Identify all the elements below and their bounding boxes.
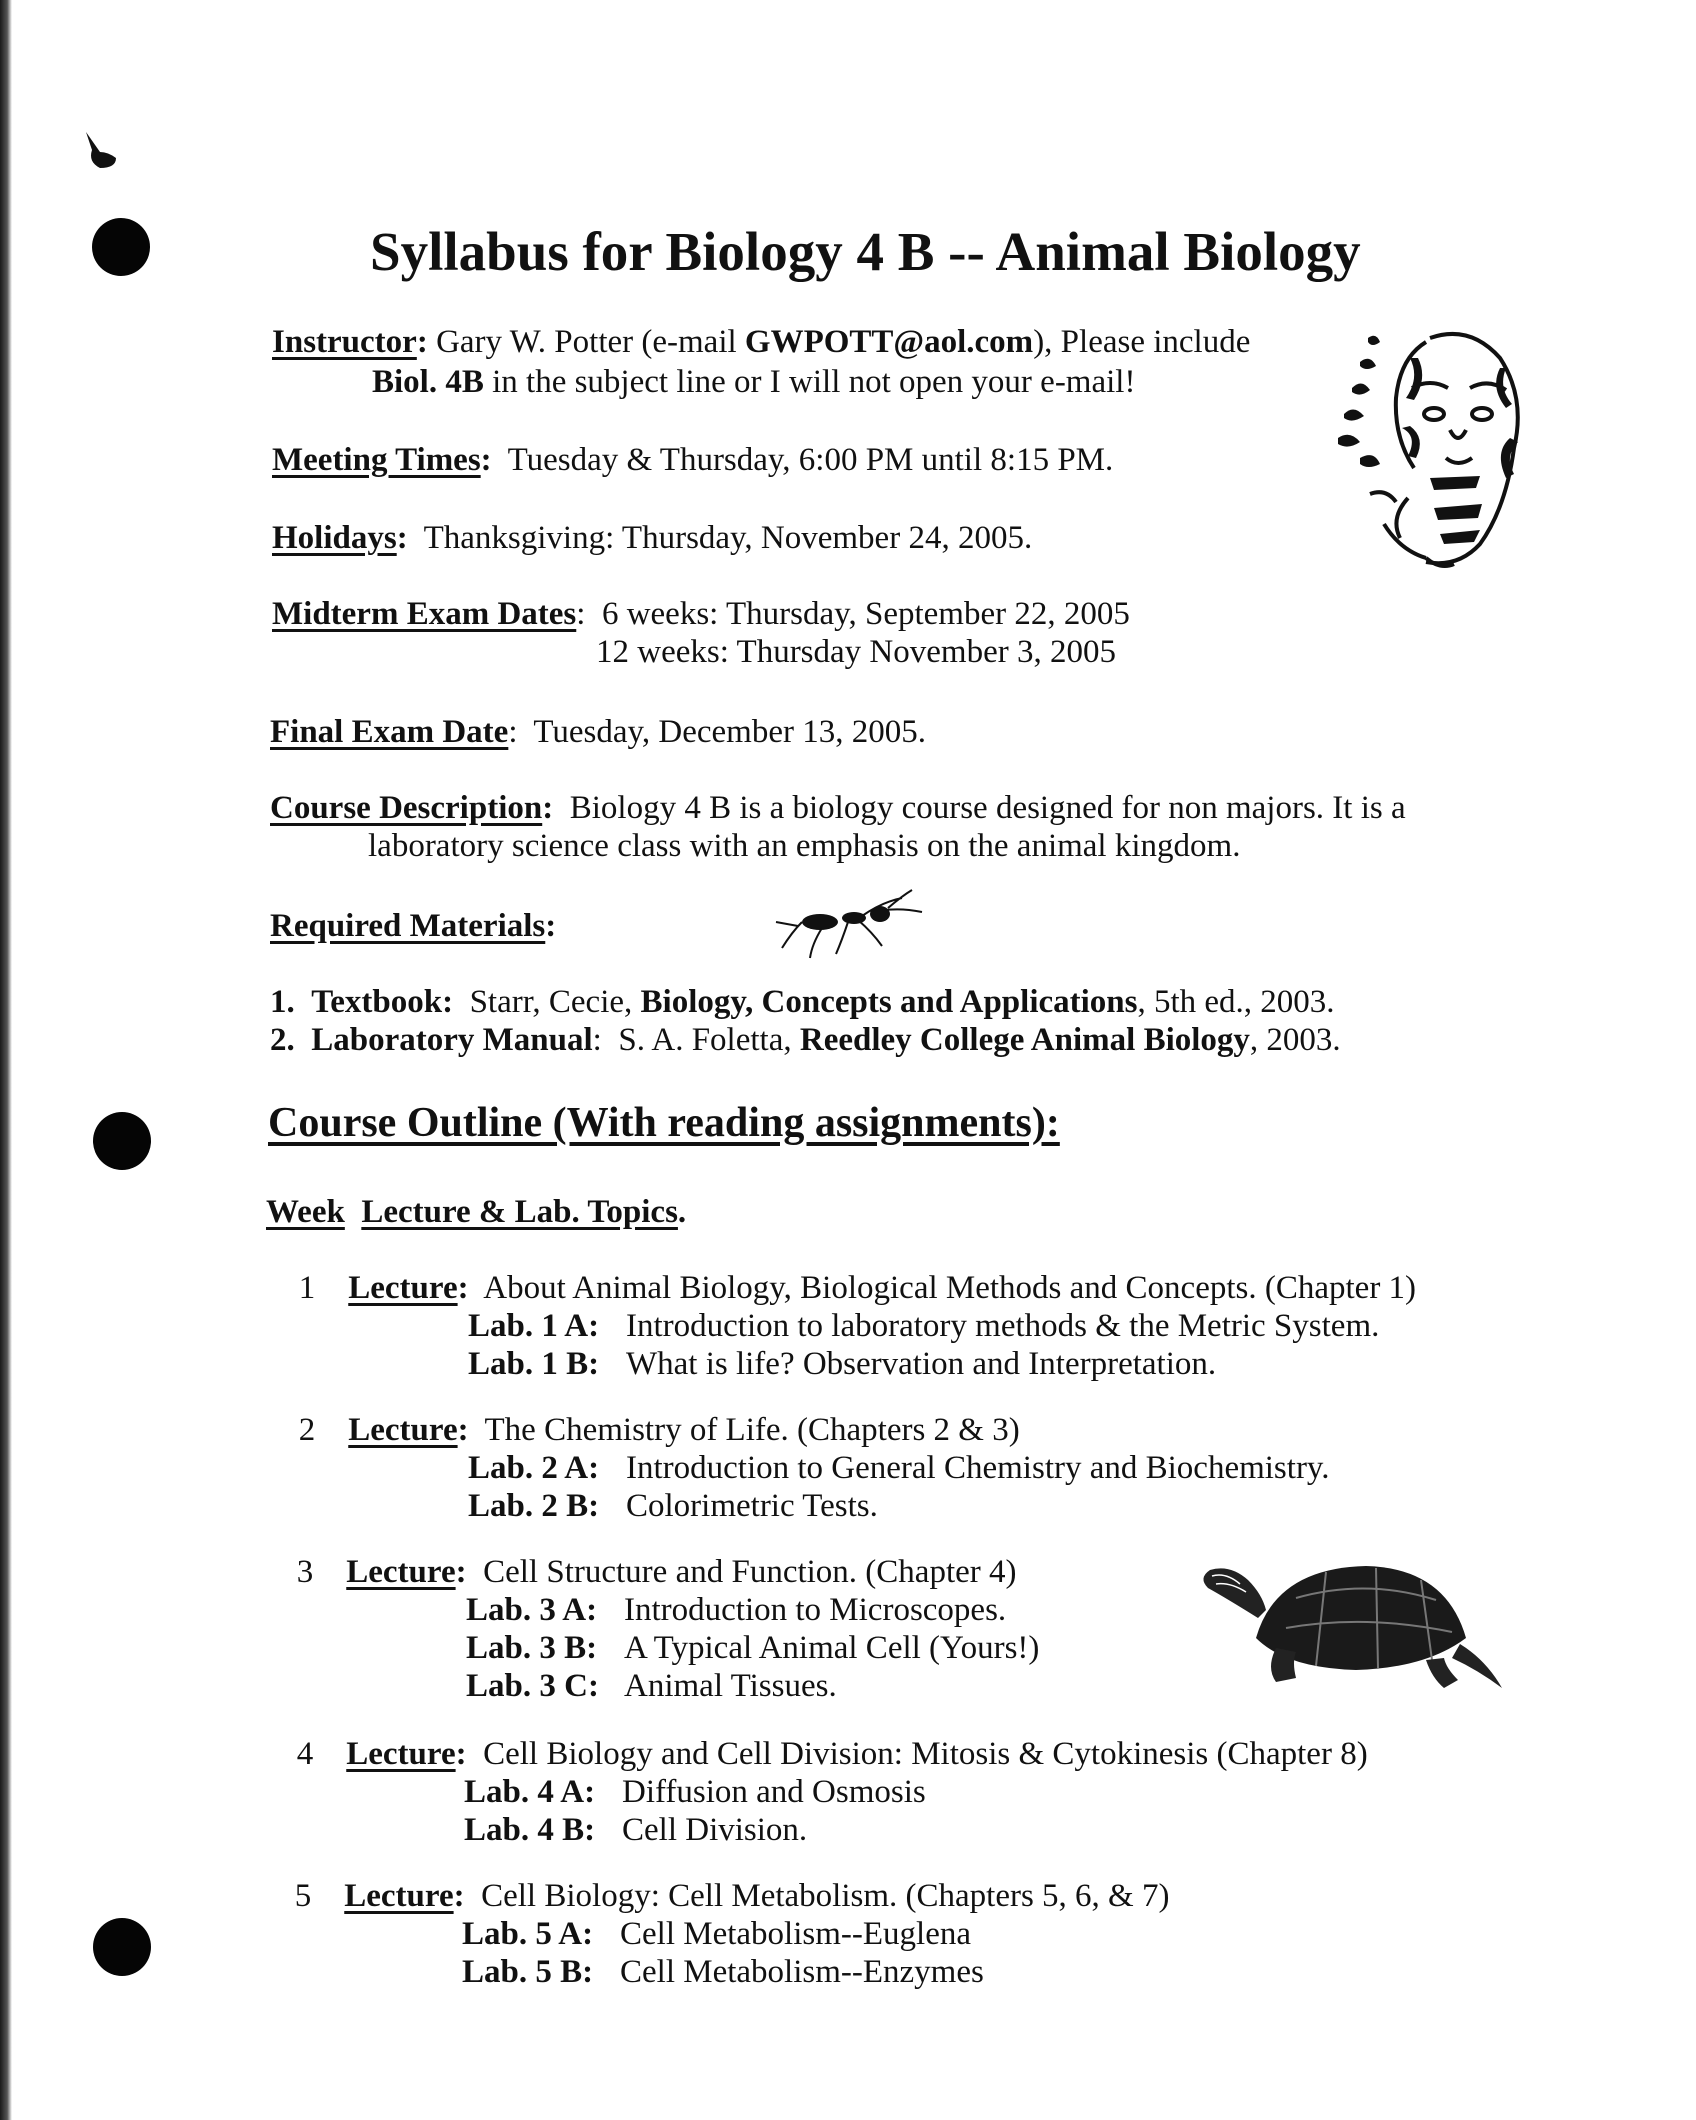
outline-column-headers: Week Lecture & Lab. Topics. [266, 1194, 687, 1230]
week-column-header: Week [266, 1194, 345, 1230]
punch-hole-bottom [93, 1918, 151, 1976]
lab-item [468, 1486, 878, 1526]
material-edition: , 2003. [1249, 1022, 1341, 1058]
course-description-line-2 [368, 826, 1240, 866]
week-number: 3 [296, 1554, 314, 1590]
course-description-text-1: Biology 4 B is a biology course designed for non majors. It is a [569, 790, 1406, 826]
lab-id: Lab. 2 A: [468, 1450, 600, 1486]
week-number: 4 [296, 1736, 314, 1772]
punch-hole-top [92, 218, 150, 276]
material-item-1: 1. Textbook: Starr, Cecie, Biology, Concepts and Applications, 5th ed., 2003. [270, 984, 1335, 1020]
lab-item [468, 1306, 1379, 1346]
material-title: Biology, Concepts and Applications [640, 984, 1138, 1020]
instructor-text1: Gary W. Potter (e-mail [436, 324, 745, 360]
course-description-line-1: Course Description: Biology 4 B is a biology course designed for non majors. It is a [270, 790, 1406, 826]
lab-topic: Introduction to Microscopes. [624, 1592, 1007, 1628]
required-materials-label: Required Materials [270, 908, 546, 944]
material-item-2: 2. Laboratory Manual: S. A. Foletta, Reedley College Animal Biology, 2003. [270, 1022, 1341, 1058]
midterm-line-2 [596, 632, 1116, 672]
lecture-topic: Cell Biology: Cell Metabolism. (Chapters 5, 6, & 7) [481, 1878, 1170, 1914]
punch-hole-middle [93, 1112, 151, 1170]
week-number: 5 [294, 1878, 312, 1914]
required-materials-heading: Required Materials: [270, 908, 557, 944]
lab-topic: Colorimetric Tests. [626, 1488, 878, 1524]
lab-id: Lab. 4 A: [464, 1774, 596, 1810]
lecture-label: Lecture [346, 1736, 456, 1772]
ant-illustration [762, 888, 932, 962]
week-1-lecture: 1 Lecture: About Animal Biology, Biological Methods and Concepts. (Chapter 1) [274, 1268, 1416, 1308]
lab-item [468, 1344, 1216, 1384]
final-exam-line: Final Exam Date: Tuesday, December 13, 2005. [270, 714, 926, 750]
meeting-times-label: Meeting Times [272, 442, 481, 478]
course-description-text-2: laboratory science class with an emphasis on the animal kingdom. [368, 828, 1241, 864]
lab-id: Lab. 1 B: [468, 1346, 600, 1382]
midterm-date-1: 6 weeks: Thursday, September 22, 2005 [601, 596, 1130, 632]
instructor-line: Instructor: Gary W. Potter (e-mail GWPOTT@aol.com), Please include [272, 324, 1251, 360]
lab-id: Lab. 2 B: [468, 1488, 600, 1524]
material-number: 2. [270, 1022, 295, 1058]
week-4-lecture: 4 Lecture: Cell Biology and Cell Division: Mitosis & Cytokinesis (Chapter 8) [272, 1734, 1368, 1774]
course-description-label: Course Description [270, 790, 543, 826]
lab-item [464, 1772, 926, 1812]
lab-topic: What is life? Observation and Interpretation. [626, 1346, 1217, 1382]
week-3-lecture: 3 Lecture: Cell Structure and Function. (Chapter 4) [272, 1552, 1017, 1592]
lab-item [466, 1628, 1039, 1668]
instructor-text2: ), Please include [1033, 324, 1251, 360]
lab-id: Lab. 1 A: [468, 1308, 600, 1344]
lecture-label: Lecture [348, 1270, 458, 1306]
lab-topic: Introduction to General Chemistry and Biochemistry. [626, 1450, 1330, 1486]
lecture-topic: Cell Structure and Function. (Chapter 4) [483, 1554, 1017, 1590]
material-label: Textbook [311, 984, 443, 1020]
lecture-label: Lecture [348, 1412, 458, 1448]
final-exam-value: Tuesday, December 13, 2005. [533, 714, 926, 750]
lab-topic: A Typical Animal Cell (Yours!) [624, 1630, 1040, 1666]
holidays-value: Thanksgiving: Thursday, November 24, 2005. [423, 520, 1033, 556]
lecture-label: Lecture [344, 1878, 454, 1914]
week-number: 1 [298, 1270, 316, 1306]
holidays-label: Holidays [272, 520, 397, 556]
scan-corner-mark [82, 128, 122, 174]
lecture-topic: Cell Biology and Cell Division: Mitosis & Cytokinesis (Chapter 8) [483, 1736, 1368, 1772]
lab-id: Lab. 3 B: [466, 1630, 598, 1666]
midterm-line-1: Midterm Exam Dates: 6 weeks: Thursday, September 22, 2005 [272, 596, 1130, 632]
lab-item [464, 1810, 807, 1850]
week-2-lecture: 2 Lecture: The Chemistry of Life. (Chapters 2 & 3) [274, 1410, 1020, 1450]
lab-id: Lab. 3 A: [466, 1592, 598, 1628]
lecture-label: Lecture [346, 1554, 456, 1590]
meeting-times-value: Tuesday & Thursday, 6:00 PM until 8:15 PM. [507, 442, 1114, 478]
holidays-line: Holidays: Thanksgiving: Thursday, November 24, 2005. [272, 520, 1033, 556]
midterm-date-2: 12 weeks: Thursday November 3, 2005 [596, 634, 1116, 670]
scan-edge-shadow [0, 0, 12, 2120]
page-title: Syllabus for Biology 4 B -- Animal Biology [370, 221, 1361, 282]
lab-topic: Animal Tissues. [624, 1668, 837, 1704]
turtle-illustration [1196, 1548, 1506, 1700]
lecture-topic: The Chemistry of Life. (Chapters 2 & 3) [484, 1412, 1020, 1448]
week-5-lecture: 5 Lecture: Cell Biology: Cell Metabolism. (Chapters 5, 6, & 7) [270, 1876, 1169, 1916]
instructor-email[interactable]: GWPOTT@aol.com [744, 324, 1034, 360]
material-edition: , 5th ed., 2003. [1137, 984, 1335, 1020]
instructor-text3: in the subject line or I will not open your e-mail! [483, 364, 1136, 400]
lab-item [462, 1952, 984, 1992]
meeting-times-line: Meeting Times: Tuesday & Thursday, 6:00 PM until 8:15 PM. [272, 442, 1114, 478]
lab-topic: Diffusion and Osmosis [622, 1774, 926, 1810]
lab-topic: Cell Metabolism--Euglena [620, 1916, 971, 1952]
topics-column-header: Lecture & Lab. Topics [361, 1194, 678, 1230]
course-outline-heading: Course Outline (With reading assignments): [268, 1100, 1060, 1146]
lab-id: Lab. 5 B: [462, 1954, 594, 1990]
lab-topic: Cell Division. [622, 1812, 808, 1848]
lab-topic: Introduction to laboratory methods & the Metric System. [626, 1308, 1380, 1344]
material-author: Starr, Cecie, [469, 984, 641, 1020]
course-code: Biol. 4B [372, 364, 484, 400]
lab-id: Lab. 4 B: [464, 1812, 596, 1848]
lab-topic: Cell Metabolism--Enzymes [620, 1954, 984, 1990]
week-number: 2 [298, 1412, 316, 1448]
material-title: Reedley College Animal Biology [799, 1022, 1250, 1058]
material-label: Laboratory Manual [311, 1022, 593, 1058]
lecture-topic: About Animal Biology, Biological Methods and Concepts. (Chapter 1) [483, 1270, 1417, 1306]
material-number: 1. [270, 984, 295, 1020]
instructor-line-2 [372, 362, 1135, 402]
lab-id: Lab. 5 A: [462, 1916, 594, 1952]
lab-item [466, 1666, 837, 1706]
tiger-illustration [1330, 318, 1546, 576]
lab-item [462, 1914, 971, 1954]
lab-id: Lab. 3 C: [466, 1668, 599, 1704]
material-author: S. A. Foletta, [618, 1022, 800, 1058]
instructor-label: Instructor [272, 324, 417, 360]
lab-item [466, 1590, 1006, 1630]
lab-item [468, 1448, 1330, 1488]
final-exam-label: Final Exam Date [270, 714, 509, 750]
midterm-label: Midterm Exam Dates [272, 596, 577, 632]
